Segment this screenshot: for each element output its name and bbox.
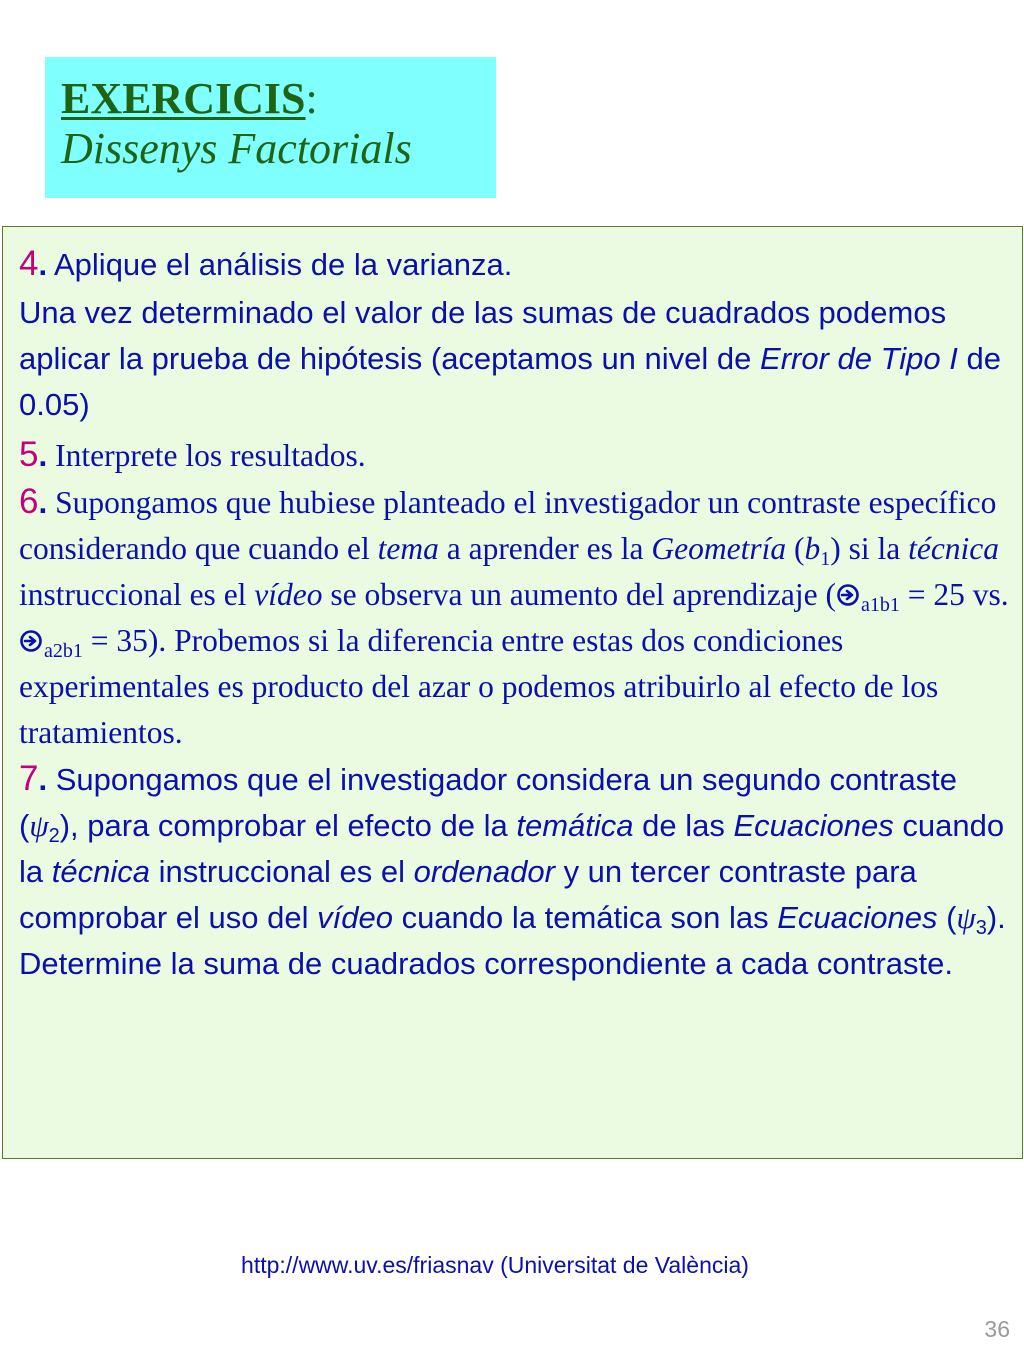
item-6-tecnica: técnica: [908, 531, 1000, 566]
item-6-dot: .: [38, 484, 48, 520]
item-7-video: vídeo: [317, 900, 393, 935]
item-6-text-5: instruccional es el: [19, 577, 255, 612]
footer-url[interactable]: http://www.uv.es/friasnav (Universitat de València): [241, 1252, 749, 1278]
item-4-body-text-b: de 0.05): [19, 341, 1001, 422]
item-7-tematica: temática: [516, 808, 634, 843]
item-7: [19, 756, 1012, 987]
circled-right-arrow-icon: [836, 583, 860, 607]
item-6-text-1: Supongamos que hubiese planteado el investigador un contraste específico considerando que cuando el: [19, 485, 997, 566]
item-5: [19, 432, 1012, 479]
item-4-error-tipo: Error de Tipo I: [760, 341, 958, 376]
item-7-psi-sub-2: 2: [48, 825, 60, 847]
item-6-text-2: a aprender es la: [438, 531, 652, 566]
item-6-b: b: [804, 531, 821, 566]
item-6-number: 6: [19, 482, 39, 521]
item-5-number: 5: [19, 435, 39, 474]
item-6-text-6: se observa un aumento del aprendizaje (: [322, 577, 836, 612]
title-main: [61, 73, 496, 125]
title-subtitle: Dissenys Factorials: [61, 124, 412, 173]
item-5-text: Interprete los resultados.: [55, 438, 366, 473]
item-7-text-2: ), para comprobar el efecto de la: [59, 808, 517, 843]
item-4-heading: [19, 241, 1012, 288]
item-4-number: 4: [19, 244, 39, 283]
item-7-ordenador: ordenador: [413, 854, 555, 889]
item-6-video: vídeo: [254, 577, 323, 612]
title-box: [45, 57, 496, 198]
item-7-dot: .: [38, 762, 48, 797]
page-number: 36: [984, 1316, 1010, 1342]
item-7-text-6: y un tercer contraste para comprobar el uso del: [19, 854, 917, 935]
exercise-box: [2, 226, 1023, 1159]
item-6-sub-a2b1: a2b1: [44, 640, 83, 662]
item-7-psi-3: ψ: [956, 900, 976, 935]
item-6-b-sub: 1: [820, 548, 831, 570]
item-6-text-3: (: [786, 531, 805, 566]
item-7-number: 7: [19, 759, 39, 798]
item-6-sub-a1b1: a1b1: [860, 594, 900, 616]
item-4-heading-text: Aplique el análisis de la varianza.: [54, 247, 513, 282]
item-7-tecnica: técnica: [51, 854, 150, 889]
item-7-psi: ψ: [29, 808, 49, 843]
item-4-body-text-a: Una vez determinado el valor de las sumas de cuadrados podemos aplicar la prueba de hipótesis (aceptamos un nivel de: [19, 295, 947, 376]
item-4-dot: .: [38, 247, 48, 282]
item-7-text-5: instruccional es el: [149, 854, 414, 889]
item-6-geometria: Geometría: [651, 531, 787, 566]
item-7-text-4: cuando la: [19, 808, 1005, 889]
title-colon: :: [305, 74, 318, 123]
item-5-dot: .: [38, 437, 48, 473]
item-7-ecuaciones: Ecuaciones: [733, 808, 894, 843]
title-exercicis: EXERCICIS: [61, 74, 306, 123]
item-6-text-8: = 35). Probemos si la diferencia entre estas dos condiciones experimentales es producto del azar o podemos atribuirlo al efecto de los tratamientos.: [19, 623, 939, 750]
item-7-text-9: ). Determine la suma de cuadrados correspondiente a cada contraste.: [19, 900, 1006, 981]
item-6: [19, 479, 1012, 756]
item-7-ecuaciones-2: Ecuaciones: [777, 900, 938, 935]
item-7-text-7: cuando la temática son las: [392, 900, 778, 935]
item-7-psi-sub-3: 3: [975, 917, 987, 939]
circled-right-arrow-icon: [19, 629, 43, 653]
item-7-text-3: de las: [633, 808, 734, 843]
item-6-text-4: ) si la: [830, 531, 909, 566]
item-4-body: [19, 290, 1012, 428]
item-7-text-8: (: [937, 900, 957, 935]
item-6-tema: tema: [377, 531, 439, 566]
item-7-text-1: Supongamos que el investigador considera un segundo contraste (: [19, 762, 958, 843]
item-6-text-7: = 25 vs.: [899, 577, 1009, 612]
